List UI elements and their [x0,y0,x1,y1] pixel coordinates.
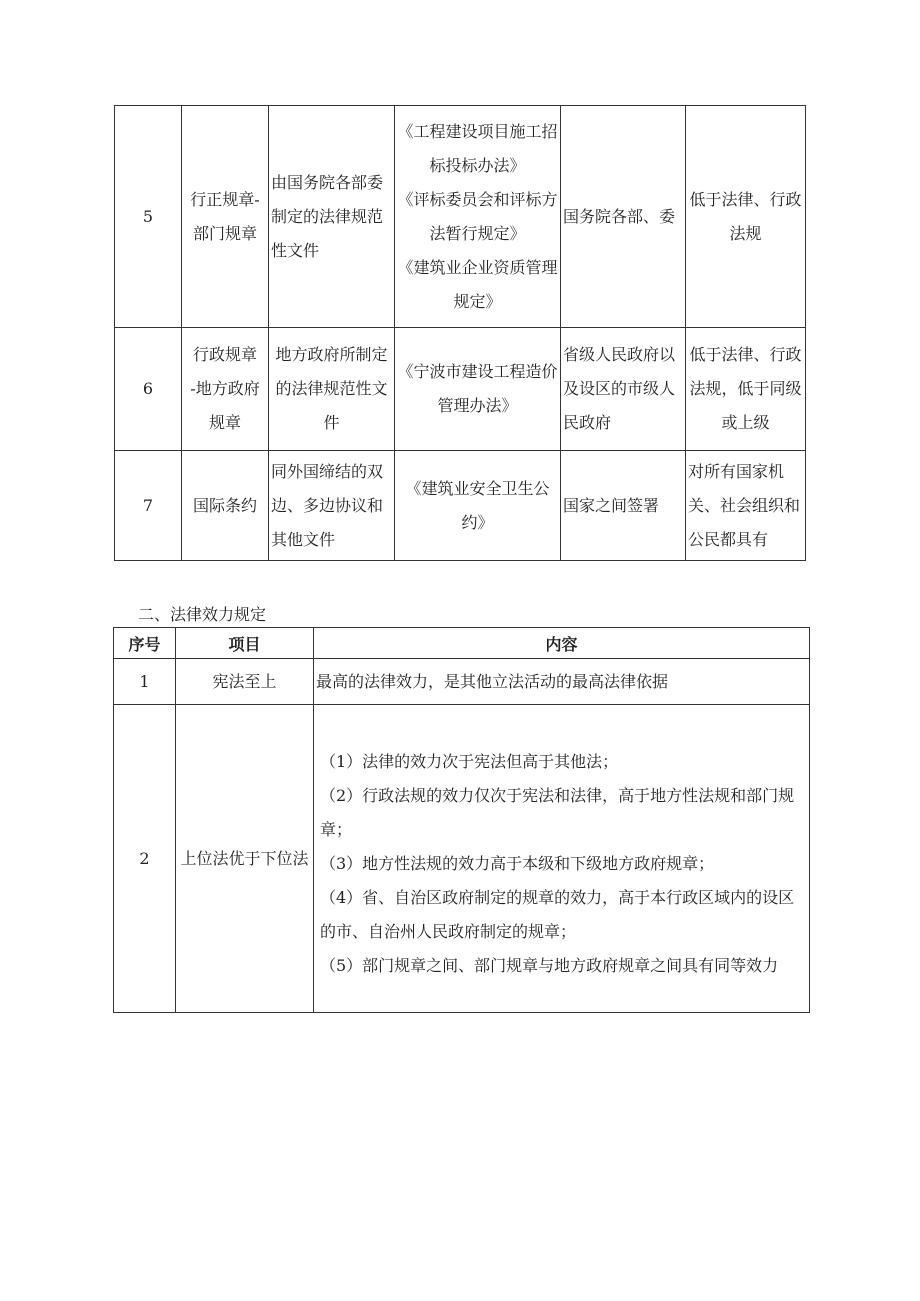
list-item: （2）行政法规的效力仅次于宪法和法律，高于地方性法规和部门规章； [320,785,795,839]
regulation-examples [395,106,561,328]
example-item: 《评标委员会和评标方法暂行规定》 [397,189,558,243]
issuing-organ: 国家之间签署 [561,451,686,561]
table-header-row [114,628,810,659]
example-item: 《建筑业企业资质管理规定》 [397,257,558,311]
row-content [314,705,810,1013]
rule-list [320,745,805,983]
header-item: 项目 [176,628,314,659]
example-item: 《工程建设项目施工招标投标办法》 [397,121,558,175]
legal-effect: 对所有国家机关、社会组织和公民都具有 [686,451,806,561]
section-heading: 二、法律效力规定 [138,605,267,624]
regulation-definition: 地方政府所制定的法律规范性文件 [269,328,395,451]
legal-effect-table [113,627,810,1013]
row-content: 最高的法律效力，是其他立法活动的最高法律依据 [314,659,810,705]
regulation-examples [395,328,561,451]
example-item: 《建筑业安全卫生公约》 [405,478,550,532]
row-number: 7 [115,451,182,561]
row-number: 1 [114,659,176,705]
regulation-definition: 由国务院各部委制定的法律规范性文件 [269,106,395,328]
table-row [114,705,810,1013]
header-content: 内容 [314,628,810,659]
regulation-examples [395,451,561,561]
row-number: 6 [115,328,182,451]
row-item: 上位法优于下位法 [176,705,314,1013]
regulation-type: 国际条约 [182,451,269,561]
list-item: （4）省、自治区政府制定的规章的效力，高于本行政区域内的设区的市、自治州人民政府制定的规章； [320,887,795,941]
table-row [114,659,810,705]
header-number: 序号 [114,628,176,659]
list-item: （1）法律的效力次于宪法但高于其他法； [320,751,619,771]
row-number: 2 [114,705,176,1013]
row-number: 5 [115,106,182,328]
table-row [115,106,806,328]
example-item: 《宁波市建设工程造价管理办法》 [397,362,558,415]
list-item: （5）部门规章之间、部门规章与地方政府规章之间具有同等效力 [320,955,779,975]
table-row [115,328,806,451]
issuing-organ: 省级人民政府以及设区的市级人民政府 [561,328,686,451]
regulation-type: 行政规章 -地方政府 规章 [182,328,269,451]
regulation-type: 行正规章- 部门规章 [182,106,269,328]
regulation-definition: 同外国缔结的双边、多边协议和其他文件 [269,451,395,561]
table-row [115,451,806,561]
legal-effect: 低于法律、行政法规，低于同级或上级 [686,328,806,451]
issuing-organ: 国务院各部、委 [561,106,686,328]
list-item: （3）地方性法规的效力高于本级和下级地方政府规章； [320,853,715,873]
regulations-table [114,105,806,561]
row-item: 宪法至上 [176,659,314,705]
legal-effect: 低于法律、行政法规 [686,106,806,328]
